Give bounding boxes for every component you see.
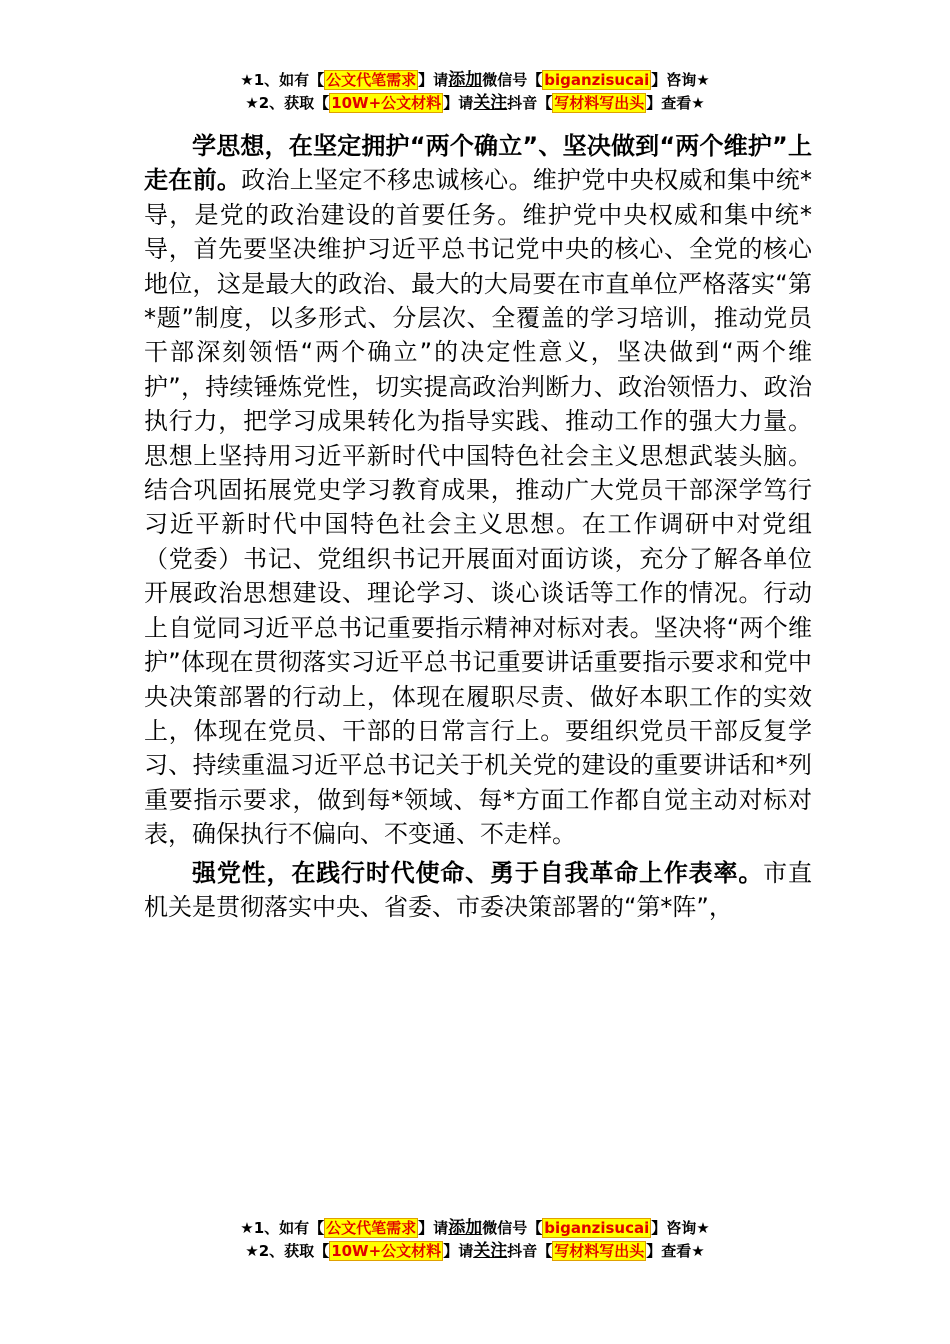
- paragraph-1: [144, 129, 812, 852]
- paragraph-lead: 强党性，在践行时代使命、勇于自我革命上作表率。: [192, 858, 764, 887]
- footer-banner: [0, 1217, 950, 1263]
- banner-text: 微信号【: [482, 1219, 543, 1237]
- banner-text: 】查看★: [646, 94, 705, 112]
- highlight-wechat-id: biganzisucai: [544, 1219, 650, 1237]
- banner-line-1: [0, 1217, 950, 1240]
- banner-text: 】查看★: [646, 1242, 705, 1260]
- banner-text: 】咨询★: [651, 71, 710, 89]
- highlight-materials: 10W+公文材料: [331, 94, 442, 112]
- banner-line-1: [0, 69, 950, 92]
- paragraph-2: [144, 856, 812, 925]
- banner-emphasis: 添加: [448, 1218, 483, 1238]
- banner-text: 微信号【: [482, 71, 543, 89]
- highlight-service: 公文代笔需求: [326, 1219, 417, 1237]
- banner-text: ★2、获取【: [245, 94, 330, 112]
- banner-text: 】请: [418, 1219, 449, 1237]
- banner-text: 抖音【: [507, 1242, 553, 1260]
- banner-text: ★1、如有【: [240, 1219, 325, 1237]
- banner-emphasis: 关注: [473, 1241, 508, 1261]
- paragraph-text: 市直机关是贯彻落实中央、省委、市委决策部署的“第*阵”，: [144, 858, 813, 921]
- banner-line-2: [0, 1240, 950, 1263]
- banner-text: ★1、如有【: [240, 71, 325, 89]
- banner-line-2: [0, 92, 950, 115]
- banner-emphasis: 关注: [473, 93, 508, 113]
- highlight-douyin: 写材料写出头: [554, 94, 645, 112]
- highlight-materials: 10W+公文材料: [331, 1242, 442, 1260]
- banner-text: ★2、获取【: [245, 1242, 330, 1260]
- highlight-wechat-id: biganzisucai: [544, 71, 650, 89]
- banner-text: 抖音【: [507, 94, 553, 112]
- paragraph-text: 政治上坚定不移忠诚核心。维护党中央权威和集中统*导，是党的政治建设的首要任务。维护党中央权威和集中统*导，首先要坚决维护习近平总书记党中央的核心、全党的核心地位，这是最大的政治、最大的大局要在市直单位严格落实“第*题”制度，以多形式、分层次、全覆盖的学习培训，推动党员干部深刻领悟“两个确立”的决定性意义，坚决做到“两个维护”，持续锤炼党性，切实提高政治判断力、政治领悟力、政治执行力，把学习成果转化为指导实践、推动工作的强大力量。思想上坚持用习近平新时代中国特色社会主义思想武装头脑。结合巩固拓展党史学习教育成果，推动广大党员干部深学笃行习近平新时代中国特色社会主义思想。在工作调研中对党组（党委）书记、党组织书记开展面对面访谈，充分了解各单位开展政治思想建设、理论学习、谈心谈话等工作的情况。行动上自觉同习近平总书记重要指示精神对标对表。坚决将“两个维护”体现在贯彻落实习近平总书记重要讲话重要指示要求和党中央决策部署的行动上，体现在履职尽责、做好本职工作的实效上，体现在党员、干部的日常言行上。要组织党员干部反复学习、持续重温习近平总书记关于机关党的建设的重要讲话和*列重要指示要求，做到每*领域、每*方面工作都自觉主动对标对表，确保执行不偏向、不变通、不走样。: [144, 166, 813, 849]
- banner-text: 】请: [443, 1242, 474, 1260]
- highlight-douyin: 写材料写出头: [554, 1242, 645, 1260]
- banner-emphasis: 添加: [448, 70, 483, 90]
- document-body: [144, 129, 812, 928]
- banner-text: 】请: [443, 94, 474, 112]
- header-banner: [0, 69, 950, 115]
- banner-text: 】请: [418, 71, 449, 89]
- banner-text: 】咨询★: [651, 1219, 710, 1237]
- highlight-service: 公文代笔需求: [326, 71, 417, 89]
- paragraph-lead: 学思想，在坚定拥护“两个确立”、坚决做到“两个维护”上走在前。: [144, 132, 812, 195]
